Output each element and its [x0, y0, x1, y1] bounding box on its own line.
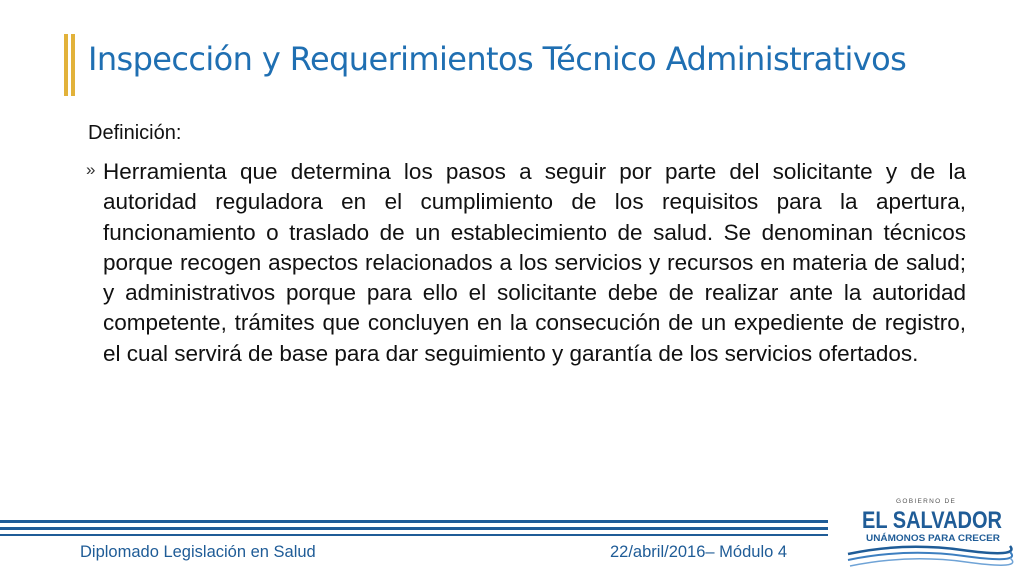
definition-text: Herramienta que determina los pasos a seguir por parte del solicitante y de la autoridad reguladora en el cumplimiento de los requisitos para la apertura, funcionamiento o traslado de un establecimiento de salud. Se denominan técnicos porque recogen aspectos relacionados a los servicios y recursos en materia de salud; y administrativos porque para ello el solicitante debe de realizar ante la autoridad competente, trámites que concluyen en la consecución de un expediente de registro, el cual servirá de base para dar seguimiento y garantía de los servicios ofertados. [103, 159, 966, 366]
logo-wave-icon [848, 546, 1013, 566]
footer-course-name: Diplomado Legislación en Salud [80, 543, 316, 561]
slide-title: Inspección y Requerimientos Técnico Administrativos [88, 40, 907, 78]
footer-divider [0, 527, 828, 530]
definition-heading: Definición: [88, 122, 182, 144]
gobierno-el-salvador-logo [844, 494, 1014, 570]
logo-top-text: GOBIERNO DE [896, 498, 957, 505]
title-accent-bar [71, 34, 75, 96]
bullet-marker: » [86, 160, 96, 179]
logo-tagline: UNÁMONOS PARA CRECER [866, 533, 1001, 544]
logo-main-text: EL SALVADOR [862, 507, 1002, 534]
footer-divider [0, 534, 828, 536]
footer-divider [0, 520, 828, 523]
definition-bullet [86, 157, 966, 369]
title-accent-bar [64, 34, 68, 96]
footer-date-module: 22/abril/2016– Módulo 4 [610, 543, 788, 561]
